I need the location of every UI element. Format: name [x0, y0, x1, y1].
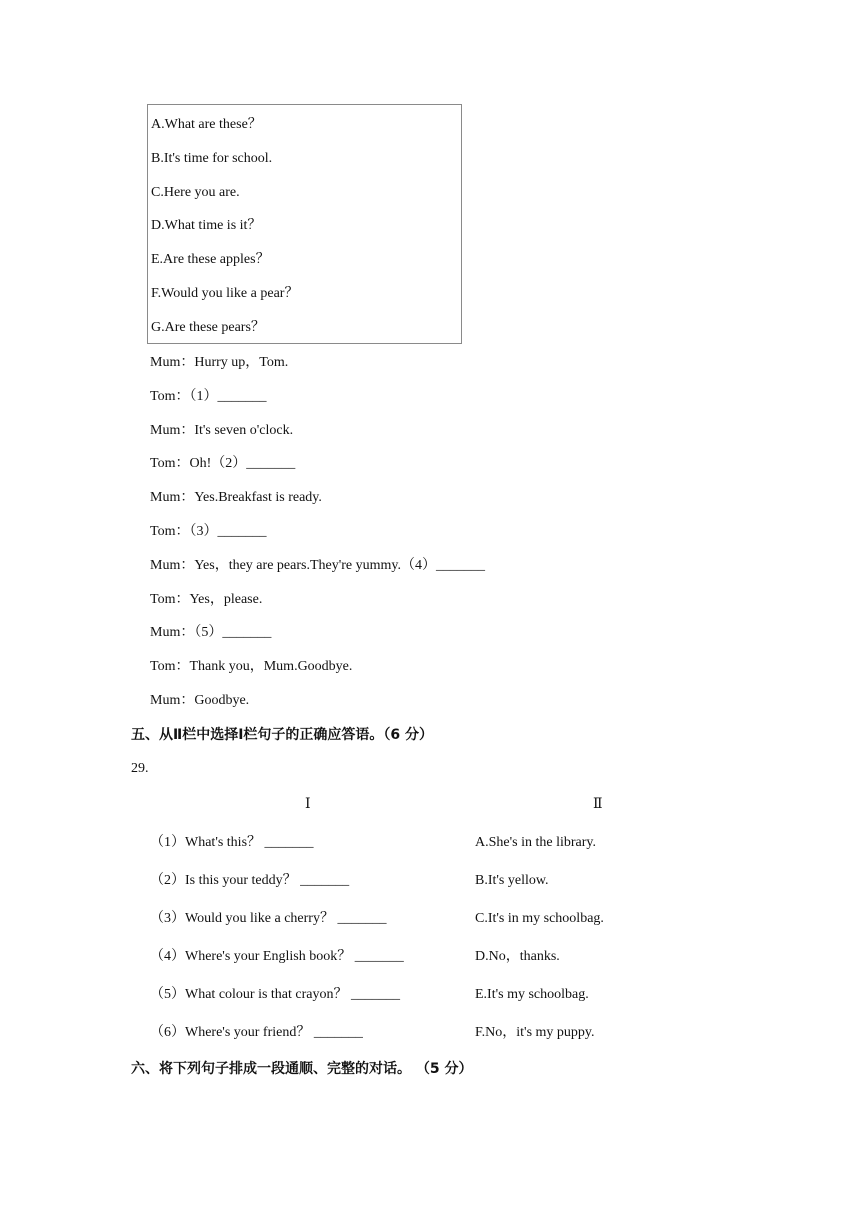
question-item: （5）What colour is that crayon？ _______	[150, 987, 401, 1002]
dialogue-line: Mum：It's seven o'clock.	[150, 423, 294, 438]
column-2-header: Ⅱ	[593, 797, 603, 812]
option-c: C.Here you are.	[151, 185, 240, 200]
dialogue-line: Mum：Yes，they are pears.They're yummy.（4）_______	[150, 558, 485, 573]
question-number: 29.	[131, 761, 149, 776]
options-box	[147, 104, 462, 344]
question-item: （3）Would you like a cherry？ _______	[150, 911, 387, 926]
section-5-heading: 五、从Ⅱ栏中选择Ⅰ栏句子的正确应答语。（6 分）	[131, 727, 434, 743]
question-item: （2）Is this your teddy？ _______	[150, 873, 350, 888]
dialogue-line: Tom：Oh!（2）_______	[150, 456, 296, 471]
option-e: E.Are these apples？	[151, 252, 270, 267]
option-b: B.It's time for school.	[151, 151, 273, 166]
dialogue-line: Tom：Yes，please.	[150, 592, 263, 607]
option-g: G.Are these pears？	[151, 320, 265, 335]
section-6-heading: 六、将下列句子排成一段通顺、完整的对话。 （5 分）	[131, 1061, 473, 1077]
answer-item: A.She's in the library.	[475, 835, 596, 850]
dialogue-line: Tom：（1）_______	[150, 389, 267, 404]
dialogue-line: Mum：Yes.Breakfast is ready.	[150, 490, 322, 505]
column-1-header: Ⅰ	[305, 797, 311, 812]
option-f: F.Would you like a pear？	[151, 286, 299, 301]
question-item: （1）What's this？ _______	[150, 835, 314, 850]
dialogue-line: Tom：Thank you，Mum.Goodbye.	[150, 659, 353, 674]
answer-item: B.It's yellow.	[475, 873, 549, 888]
answer-item: E.It's my schoolbag.	[475, 987, 589, 1002]
dialogue-line: Mum：Goodbye.	[150, 693, 250, 708]
dialogue-line: Mum：Hurry up，Tom.	[150, 355, 289, 370]
question-item: （6）Where's your friend？ _______	[150, 1025, 363, 1040]
dialogue-line: Tom：（3）_______	[150, 524, 267, 539]
question-item: （4）Where's your English book？ _______	[150, 949, 404, 964]
option-d: D.What time is it？	[151, 218, 262, 233]
answer-item: C.It's in my schoolbag.	[475, 911, 604, 926]
answer-item: F.No，it's my puppy.	[475, 1025, 595, 1040]
option-a: A.What are these？	[151, 117, 262, 132]
dialogue-line: Mum：（5）_______	[150, 625, 272, 640]
answer-item: D.No，thanks.	[475, 949, 560, 964]
